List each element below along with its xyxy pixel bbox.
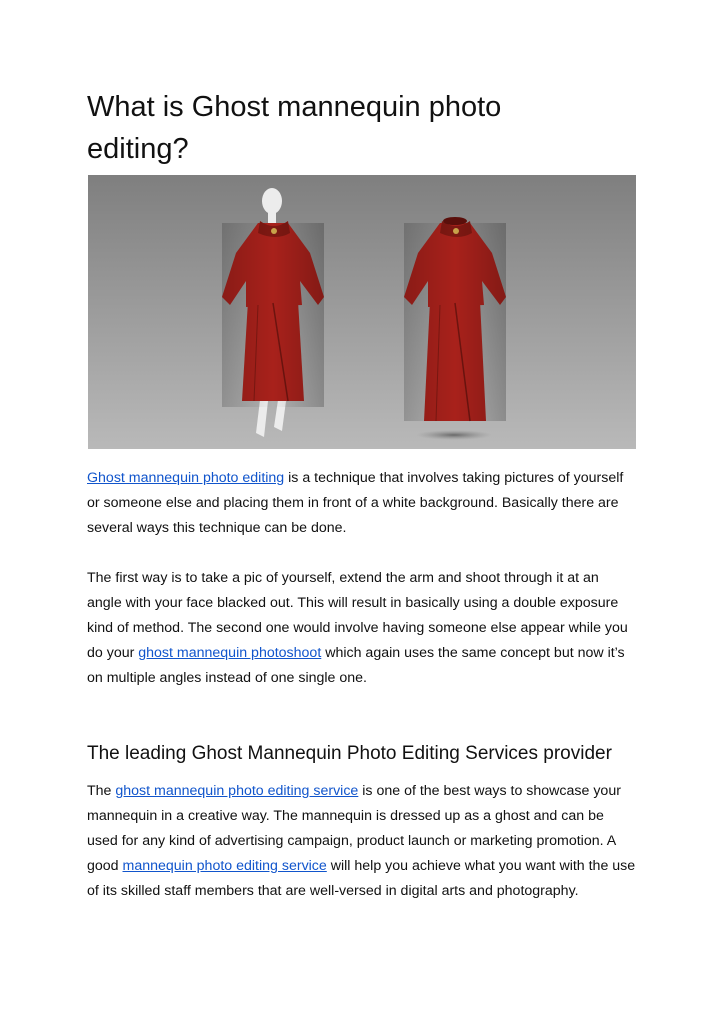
ghost-mannequin-photo <box>88 175 636 449</box>
dress-on-mannequin <box>222 188 324 437</box>
services-text-before: The <box>87 783 116 799</box>
mannequin-photo-editing-service-link[interactable]: mannequin photo editing service <box>122 858 327 874</box>
methods-text-before: The first way is to take a pic of yourself, extend the arm and shoot through it at an angle with your face blacked out. This will result in basically using a double exposure kind of method. The second one would involve having someone else appear while you do your <box>87 570 628 661</box>
before-after-image <box>88 175 636 449</box>
ghost-dress <box>404 217 506 440</box>
services-paragraph <box>87 779 637 904</box>
ghost-mannequin-photo-editing-service-link[interactable]: ghost mannequin photo editing service <box>115 783 359 799</box>
methods-text-after: which again uses the same concept but now it’s on multiple angles instead of one single one. <box>87 645 625 686</box>
intro-text: is a technique that involves taking pictures of yourself or someone else and placing them in front of a white background. Basically there are several ways this technique can be done. <box>87 470 624 536</box>
ghost-mannequin-photo-editing-link[interactable]: Ghost mannequin photo editing <box>87 470 285 486</box>
section-heading: The leading Ghost Mannequin Photo Editing Services provider <box>87 743 612 764</box>
methods-paragraph <box>87 566 637 691</box>
intro-paragraph <box>87 466 637 541</box>
ghost-mannequin-photoshoot-link[interactable]: ghost mannequin photoshoot <box>138 645 322 661</box>
services-text-after: will help you achieve what you want with the use of its skilled staff members that are well-versed in digital arts and photography. <box>87 858 636 899</box>
services-text-middle: is one of the best ways to showcase your mannequin in a creative way. The mannequin is dressed up as a ghost and can be used for any kind of advertising campaign, product launch or marketing promotion. A good <box>87 783 621 874</box>
page-title: What is Ghost mannequin photo editing? <box>87 91 502 165</box>
